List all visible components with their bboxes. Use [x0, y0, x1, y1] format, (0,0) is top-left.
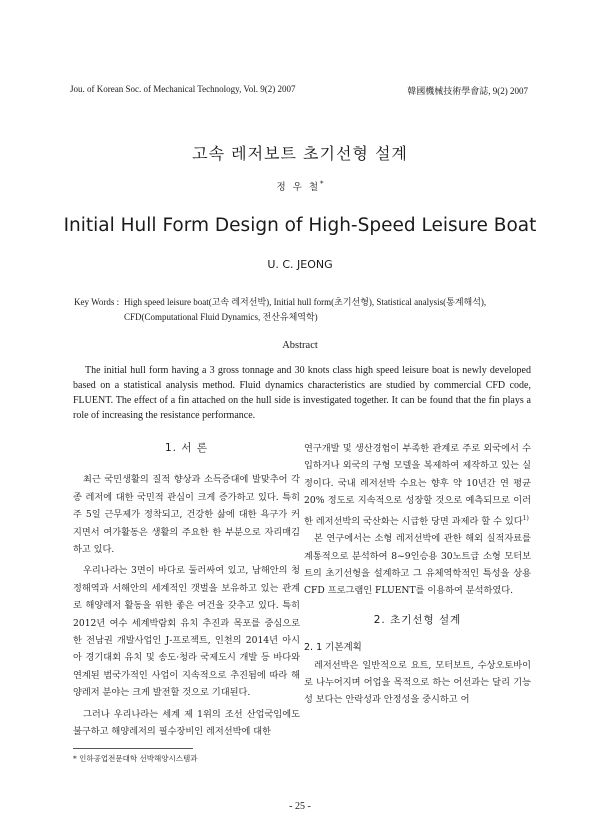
section-1-title: 1. 서 론 — [165, 442, 208, 454]
section-1-paragraph: 그러나 우리나라는 세계 제 1위의 조선 산업국임에도 불구하고 해양레저의 필수장비인 레저선박에 대한 — [73, 708, 300, 738]
journal-header-left: Jou. of Korean Soc. of Mechanical Technology, Vol. 9(2) 2007 — [70, 84, 296, 94]
page-number: - 25 - — [289, 801, 311, 812]
journal-header-right: 韓國機械技術學會誌, 9(2) 2007 — [407, 86, 528, 96]
footnote: * 인하공업전문대학 선박해양시스템과 — [73, 754, 198, 763]
author-english: U. C. JEONG — [267, 258, 333, 271]
paper-title-korean: 고속 레저보트 초기선형 설계 — [192, 144, 408, 163]
paper-title-english: Initial Hull Form Design of High-Speed Leisure Boat — [63, 215, 537, 236]
abstract-heading: Abstract — [282, 340, 318, 351]
left-column — [73, 440, 300, 741]
section-2-paragraph: 레저선박은 일반적으로 요트, 모터보트, 수상오토바이로 나누어지며 어업을 목적으로 하는 어선과는 달리 기능성 보다는 안락성과 안정성을 중시하고 어 — [304, 659, 531, 706]
author-affiliation-mark: * — [320, 179, 324, 188]
keywords-block — [74, 295, 534, 325]
right-column — [304, 440, 531, 709]
section-1-paragraph: 최근 국민생활의 질적 향상과 소득증대에 발맞추어 각종 레저에 대한 국민적 관심이 크게 증가하고 있다. 특히 주 5일 근무제가 정착되고, 건강한 삶에 대한 욕구가 커지면서 여가활동은 생활의 주요한 한 부분으로 자리매김 하고 있다. — [73, 474, 300, 556]
keywords-label: Key Words : — [74, 297, 120, 307]
section-1-paragraph: 우리나라는 3면이 바다로 둘러싸여 있고, 남해안의 청정해역과 서해안의 세계적인 갯벌을 보유하고 있는 관계로 해양레저 활동을 위한 좋은 여건을 갖추고 있다. 특히 2012년 여수 세계박람회 유치 추진과 목포를 중심으로 한 전남권 개발사업인 J-프로젝트, 인천의 2014년 아시아 경기대회 유치 및 송도·청라 국제도시 개발 등 바다와 연계된 범국가적인 사업이 지속적으로 추진됨에 따라 해양레저 분야는 크게 발전할 것으로 기대된다. — [73, 565, 300, 699]
keywords-text: High speed leisure boat(고속 레저선박), Initial hull form(초기선형), Statistical analysis(통계해석), CFD(Computational Fluid Dynamics, 전산유체역학) — [124, 297, 487, 322]
reference-mark: 1) — [522, 514, 529, 522]
continued-paragraph-text: 연구개발 및 생산경험이 부족한 관계로 주로 외국에서 수입하거나 외국의 구형 모델을 복제하여 제작하고 있는 실정이다. 국내 레저선박 수요는 향후 약 10년간 연 평균 20% 정도로 지속적으로 성장할 것으로 예측되므로 이러한 레저선박의 국산화는 시급한 당면 과제라 할 수 있다 — [304, 443, 531, 527]
abstract-text: The initial hull form having a 3 gross tonnage and 30 knots class high speed leisure boat is newly developed based on a statistical analysis method. Fluid dynamics characteristics are studied by commercial CFD code, FLUENT. The effect of a fin attached on the hull side is investigated together. It can be found that the fin plays a role of increasing the resistance performance. — [73, 365, 531, 421]
continued-paragraph — [304, 440, 531, 530]
footnote-divider — [73, 748, 193, 749]
section-2-title: 2. 초기선형 설계 — [373, 613, 462, 626]
subsection-2-1-title: 2. 1 기본계획 — [304, 642, 362, 654]
author-korean-name: 정 우 철 — [276, 182, 321, 193]
author-korean — [0, 179, 600, 193]
research-scope-paragraph: 본 연구에서는 소형 레저선박에 관한 해외 실적자료를 계통적으로 분석하여 8~9인승용 30노트급 소형 모터보트의 초기선형을 설계하고 그 유체역학적인 특성을 상용 CFD 프로그램인 FLUENT를 이용하여 분석하였다. — [304, 533, 531, 597]
